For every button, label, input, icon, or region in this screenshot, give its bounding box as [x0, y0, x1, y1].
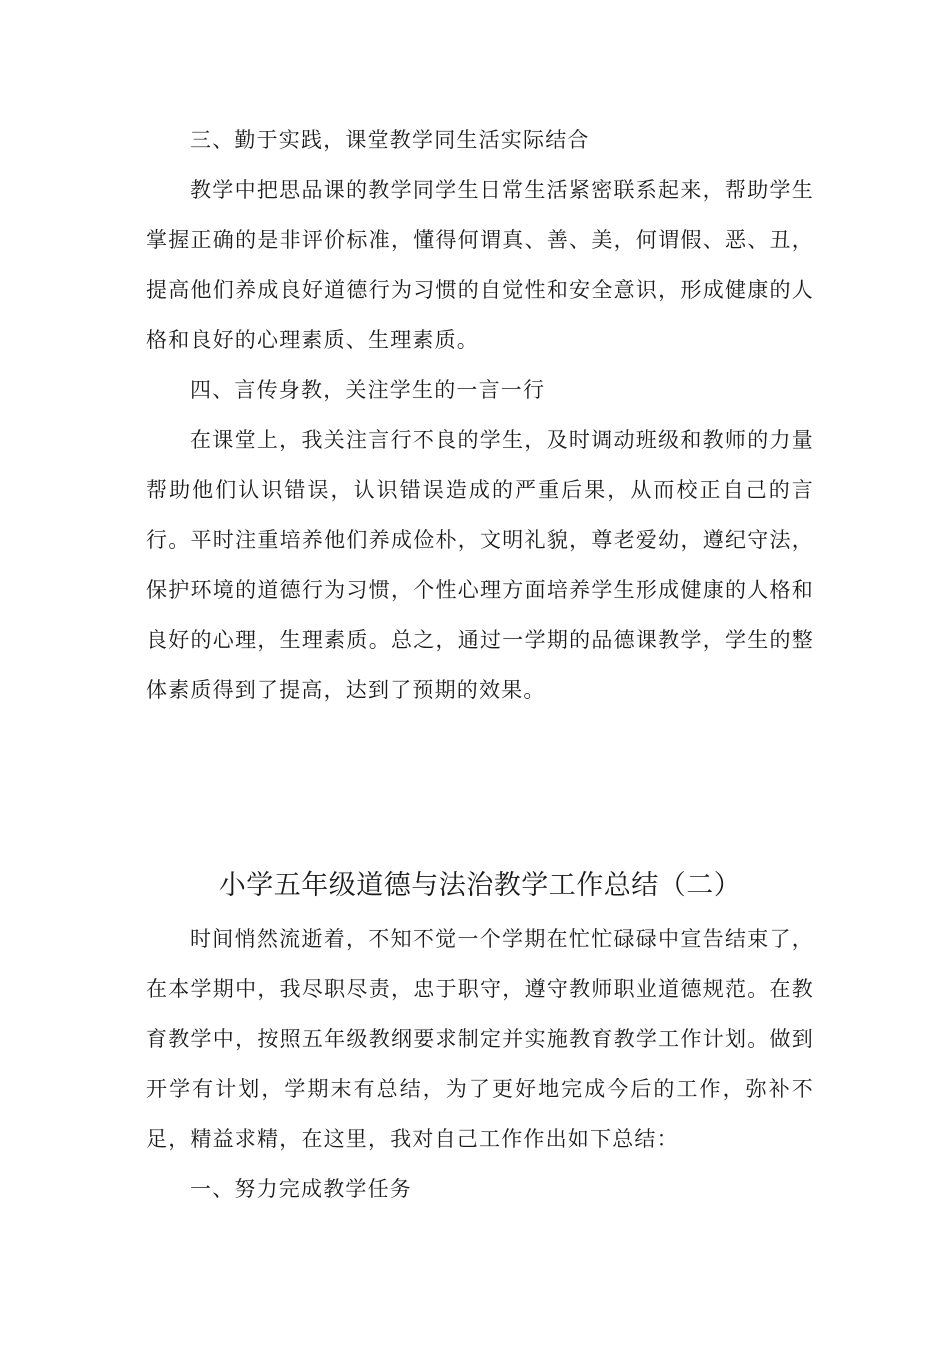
paragraph-practice: 教学中把思品课的教学同学生日常生活紧密联系起来，帮助学生掌握正确的是非评价标准，懂得何谓真、善、美，何谓假、恶、丑，提高他们养成良好道德行为习惯的自觉性和安全意识，形成健康的人格和良好的心理素质、生理素质。 — [146, 178, 814, 352]
document-title: 小学五年级道德与法治教学工作总结（二） — [218, 870, 742, 901]
section-one — [146, 115, 814, 715]
section-heading-example: 四、言传身教，关注学生的一言一行 — [190, 378, 546, 402]
paragraph-example: 在课堂上，我关注言行不良的学生，及时调动班级和教师的力量帮助他们认识错误，认识错误造成的严重后果，从而校正自己的言行。平时注重培养他们养成俭朴，文明礼貌，尊老爱幼，遵纪守法，保护环境的道德行为习惯，个性心理方面培养学生形成健康的人格和良好的心理，生理素质。总之，通过一学期的品德课教学，学生的整体素质得到了提高，达到了预期的效果。 — [146, 428, 814, 702]
section-heading-practice: 三、勤于实践，课堂教学同生活实际结合 — [190, 128, 590, 152]
section-heading-teaching-task: 一、努力完成教学任务 — [190, 1177, 412, 1201]
paragraph-intro: 时间悄然流逝着，不知不觉一个学期在忙忙碌碌中宣告结束了，在本学期中，我尽职尽责，忠于职守，遵守教师职业道德规范。在教育教学中，按照五年级教纲要求制定并实施教育教学工作计划。做到开学有计划，学期末有总结，为了更好地完成今后的工作，弥补不足，精益求精，在这里，我对自己工作作出如下总结： — [146, 927, 814, 1151]
section-two — [146, 858, 814, 1214]
